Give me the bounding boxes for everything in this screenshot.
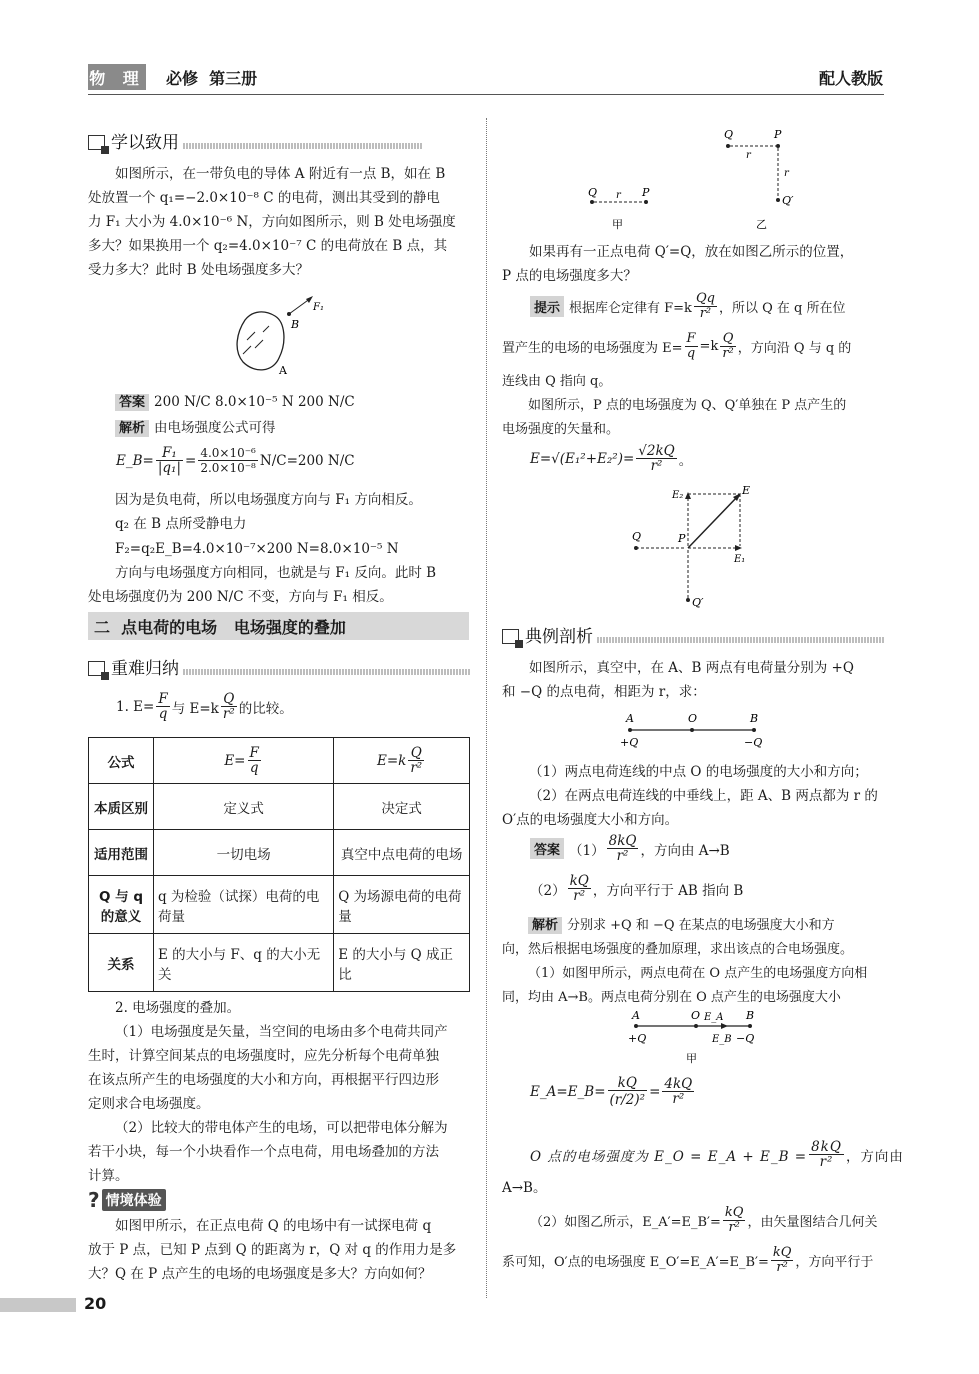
svg-text:O: O — [691, 1009, 701, 1022]
situation-heading: ? 情境体验 — [88, 1188, 166, 1212]
vector-figure — [626, 482, 766, 612]
question-line: O′点的电场强度大小和方向。 — [502, 812, 679, 828]
svg-text:r: r — [616, 190, 621, 201]
section-heading-example: 典例剖析 — [502, 622, 884, 647]
charges-figure — [580, 124, 820, 236]
svg-text:Q: Q — [588, 186, 598, 199]
table-row: 本质区别 定义式 决定式 — [89, 784, 470, 830]
analysis-line: （1）如图甲所示，两点电荷在 O 点产生的电场强度方向相 — [528, 966, 868, 981]
body-line: 2. 电场强度的叠加。 — [115, 1000, 241, 1016]
problem-line: 力 F₁ 大小为 4.0×10⁻⁶ N，方向如图所示，则 B 处电场强度 — [88, 214, 456, 230]
dipole-figure — [618, 708, 768, 754]
analysis-line: 处电场强度仍为 200 N/C 不变，方向与 F₁ 相反。 — [88, 589, 393, 605]
body-line: 生时，计算空间某点的电场强度时，应先分析每个电荷单独 — [88, 1048, 439, 1064]
svg-text:B: B — [746, 1009, 755, 1022]
svg-text:r: r — [746, 150, 751, 161]
analysis-line: 因为是负电荷，所以电场强度方向与 F₁ 方向相反。 — [115, 492, 422, 508]
hint-line: 连线由 Q 指向 q。 — [502, 374, 612, 389]
body-line: 计算。 — [88, 1168, 129, 1184]
problem-line: 如图所示，在一带负电的导体 A 附近有一点 B，如在 B — [115, 166, 446, 182]
answer-line: （2） $\frac{kQ}{\text{r²}}$ ，方向平行于 AB 指向 B — [530, 873, 744, 904]
svg-text:Q′: Q′ — [782, 194, 794, 207]
svg-text:O: O — [688, 712, 698, 725]
edition-label: 配人教版 — [818, 69, 883, 88]
hint-line: 提示 根据库仑定律有 F=k $\frac{Qq}{\text{r²}}$ ，所以 Q 在 q 所在位 — [530, 292, 845, 321]
footer-bar — [0, 1298, 76, 1312]
analysis-line: 方向与电场强度方向相同，也就是与 F₁ 反向。此时 B — [115, 565, 437, 581]
body-line: （2）比较大的带电体产生的电场，可以把带电体分解为 — [115, 1120, 448, 1136]
body-line: 如图甲所示，在正点电荷 Q 的电场中有一试探电荷 q — [115, 1218, 432, 1234]
svg-text:E_B: E_B — [712, 1034, 732, 1045]
column-divider — [486, 118, 487, 1298]
analysis-tag: 解析 — [528, 917, 562, 934]
problem-line: 受力多大？此时 B 处电场强度多大？ — [88, 262, 310, 278]
book-title: 必修 第三册 — [166, 69, 258, 88]
answer-line: 答案 （1） $\frac{8kQ}{\text{r²}}$ ，方向由 A→B — [530, 834, 730, 863]
body-line: 如果再有一正点电荷 Q′=Q，放在如图乙所示的位置， — [529, 244, 854, 260]
svg-text:+Q: +Q — [620, 736, 639, 749]
body-line: 如图所示，真空中，在 A、B 两点有电荷量分别为 +Q — [529, 660, 854, 676]
section-icon — [88, 135, 105, 150]
svg-text:E₁: E₁ — [734, 554, 746, 565]
answer-tag: 答案 — [115, 394, 149, 411]
header-rule — [88, 94, 884, 95]
svg-text:+Q: +Q — [628, 1032, 647, 1045]
page-number: 20 — [84, 1294, 107, 1313]
table-row: Q 与 q 的意义 q 为检验（试探）电荷的电荷量 Q 为场源电荷的电荷量 — [89, 876, 470, 934]
analysis-line: 解析 分别求 +Q 和 −Q 在某点的电场强度大小和方 — [502, 914, 884, 938]
label-f1: F₁ — [313, 302, 324, 313]
ea-formula: E_A=E_B= $\frac{kQ}{\text{(r/2)²}}$ = $\frac{4kQ}{\text{r²}}$ — [530, 1075, 693, 1108]
analysis-line: q₂ 在 B 点所受静电力 — [115, 516, 247, 532]
answer-tag: 答案 — [530, 838, 564, 859]
svg-text:P: P — [774, 128, 782, 141]
eo-formula: O 点的电场强度为 E_O = E_A + E_B = $\frac{8kQ}{\text{r²}}$ ，方向由 — [530, 1139, 904, 1170]
label-jia: 甲 — [612, 218, 623, 231]
svg-text:A: A — [626, 712, 634, 725]
eb-formula: E_B= $\frac{\text{F₁}}{\text{|q₁|}}$ = $\frac{\text{4.0×10⁻⁶}}{\text{2.0×10⁻⁸}}$ N/C=200 N/C — [116, 445, 355, 476]
svg-text:Q: Q — [632, 530, 642, 543]
svg-text:−Q: −Q — [736, 1032, 755, 1045]
svg-text:Q: Q — [724, 128, 734, 141]
analysis-line: 同，均由 A→B。两点电荷分别在 O 点产生的电场强度大小 — [502, 990, 841, 1005]
svg-text:Q′: Q′ — [692, 596, 704, 609]
svg-text:E₂: E₂ — [672, 490, 684, 501]
label-yi: 乙 — [756, 218, 767, 231]
subject-tag: 物 理 — [88, 64, 146, 90]
svg-text:E_A: E_A — [704, 1012, 724, 1023]
table-row: 适用范围 一切电场 真空中点电荷的电场 — [89, 830, 470, 876]
hint-line: 如图所示，P 点的电场强度为 Q、Q′单独在 P 点产生的 — [528, 398, 847, 413]
body-line: 和 −Q 的点电荷，相距为 r，求： — [502, 684, 706, 700]
bulb-icon: ? — [88, 1188, 100, 1212]
hint-tag: 提示 — [530, 296, 564, 317]
body-line: （1）电场强度是矢量，当空间的电场由多个电荷共同产 — [115, 1024, 448, 1040]
problem-line: 多大？如果换用一个 q₂=4.0×10⁻⁷ C 的电荷放在 B 点，其 — [88, 238, 448, 254]
body-line: P 点的电场强度多大？ — [502, 268, 637, 284]
body-line: 定则求合电场强度。 — [88, 1096, 210, 1112]
table-row: 关系 E 的大小与 F、q 的大小无关 E 的大小与 Q 成正比 — [89, 934, 470, 992]
answer-line: 答案 200 N/C 8.0×10⁻⁵ N 200 N/C — [88, 390, 470, 415]
label-a: A — [279, 364, 287, 377]
question-line: （1）两点电荷连线的中点 O 的电场强度的大小和方向； — [529, 764, 868, 780]
question-line: （2）在两点电荷连线的中垂线上，距 A、B 两点都为 r 的 — [529, 788, 878, 804]
comparison-table — [88, 737, 470, 992]
svg-text:B: B — [750, 712, 759, 725]
svg-text:P: P — [642, 186, 650, 199]
section-icon — [502, 629, 519, 644]
svg-text:−Q: −Q — [744, 736, 763, 749]
chapter-band: 二 点电荷的电场 电场强度的叠加 — [88, 612, 469, 640]
label-jia: 甲 — [686, 1052, 697, 1065]
svg-text:r: r — [784, 168, 789, 179]
compare-title: 1. E= $\frac{F}{q}$ 与 E=k $\frac{Q}{\text{r²}}$ 的比较。 — [116, 691, 293, 722]
svg-text:A: A — [632, 1009, 640, 1022]
analysis-line: F₂=q₂E_B=4.0×10⁻⁷×200 N=8.0×10⁻⁵ N — [115, 541, 399, 557]
label-b: B — [291, 318, 300, 331]
analysis-tag: 解析 — [115, 420, 149, 437]
body-line: 在该点所产生的电场强度的大小和方向，再根据平行四边形 — [88, 1072, 439, 1088]
body-line: 系可知，O′点的电场强度 E_O′=E_A′=E_B′= $\frac{kQ}{\text{r²}}$ ，方向平行于 — [502, 1245, 874, 1275]
section-heading-key: 重难归纳 — [88, 654, 470, 679]
body-line: （2）如图乙所示，E_A′=E_B′= $\frac{kQ}{\text{r²}}$ ，由矢量图结合几何关 — [530, 1205, 878, 1235]
analysis-line: 解析 由电场强度公式可得 — [88, 416, 470, 441]
body-line: 大？Q 在 P 点产生的电场的电场强度是多大？方向如何？ — [88, 1266, 432, 1282]
table-row: 公式 E= $\frac{F}{q}$ E=k $\frac{Q}{\text{r²}}$ — [89, 738, 470, 784]
hint-line: 电场强度的矢量和。 — [502, 422, 620, 437]
hint-line: 置产生的电场的电场强度为 E= $\frac{F}{q}$ =k $\frac{Q}{\text{r²}}$ ，方向沿 Q 与 q 的 — [502, 331, 852, 361]
field-figure-jia — [622, 1008, 772, 1066]
body-line: A→B。 — [502, 1180, 547, 1196]
analysis-line: 向，然后根据电场强度的叠加原理，求出该点的合电场强度。 — [502, 942, 854, 957]
svg-text:P: P — [678, 532, 686, 545]
body-line: 若干小块，每一个小块看作一个点电荷，用电场叠加的方法 — [88, 1144, 439, 1160]
body-line: 放于 P 点，已知 P 点到 Q 的距离为 r，Q 对 q 的作用力是多 — [88, 1242, 457, 1258]
problem-line: 处放置一个 q₁=−2.0×10⁻⁸ C 的电荷，测出其受到的静电 — [88, 190, 440, 206]
e-formula: E=√(E₁²+E₂²)= $\frac{√2kQ}{\text{r²}}$ 。 — [530, 443, 693, 474]
section-icon — [88, 661, 105, 676]
svg-text:E: E — [742, 484, 751, 497]
section-heading-apply: 学以致用 — [88, 128, 422, 153]
conductor-figure — [225, 292, 335, 382]
